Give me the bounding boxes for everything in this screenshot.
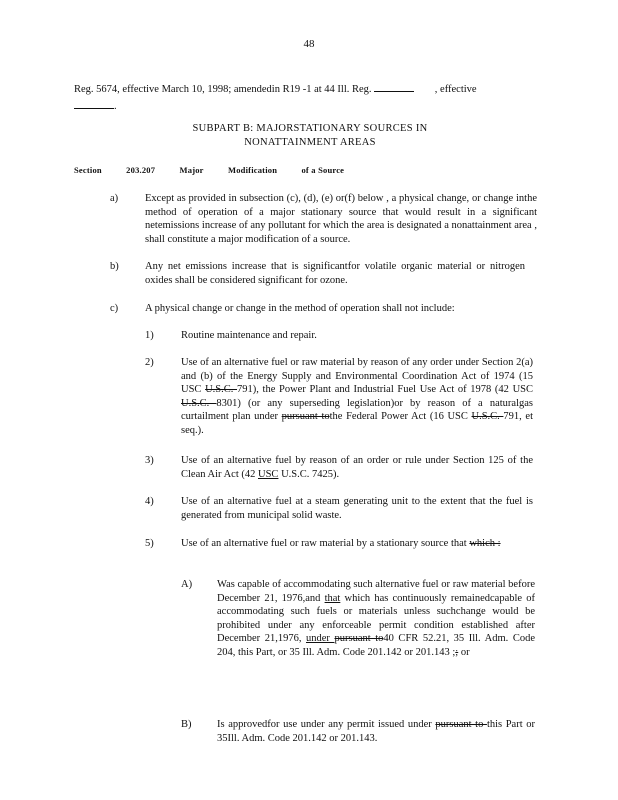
section-number: 203.207 <box>126 165 156 175</box>
reg-note <box>74 81 544 115</box>
section-word-of-a-source: of a Source <box>301 165 345 175</box>
paragraph-c-text: A physical change or change in the method of operation shall not include: <box>145 303 455 314</box>
paragraph-a-text: Except as provided in subsection (c), (d), (e) or(f) below , a physical change, or change inthe method of operation of a major stationary source that would result in a significant netemissions increase of any pollutant for which the area is designated a nonattainment area , shall constitute a major modification of a source. <box>145 193 537 245</box>
item-3-part2: U.S.C. 7425). <box>278 468 340 480</box>
subitem-B-label: B) <box>181 719 192 730</box>
subitem-A-part1: Was capable of accommodating such alternative fuel or raw material before December 21, 1976,and <box>217 579 535 604</box>
item-1-label: 1) <box>145 330 154 341</box>
subitem-A-strike2: ; <box>455 646 459 658</box>
item-1-text: Routine maintenance and repair. <box>181 330 317 341</box>
item-2-part3: 8301) (or any superseding legislation)or by reason of a naturalgas curtailment plan under <box>181 397 533 422</box>
subpart-heading <box>150 122 470 150</box>
paragraph-b-text: Any net emissions increase that is significantfor volatile organic material or nitrogen oxides shall be considered significant for ozone. <box>145 261 525 286</box>
item-5-text <box>181 537 521 551</box>
item-2-strike1: U.S.C. <box>205 384 238 395</box>
item-3-underline1: USC <box>258 468 279 480</box>
subpart-heading-line1: SUBPART B: MAJORSTATIONARY SOURCES IN <box>192 123 428 134</box>
subitem-A-strike1: pursuant to <box>334 633 384 644</box>
subitem-A-part3: 40 CFR 52.21, 35 Ill. Adm. Code 204, this Part, or 35 Ill. Adm. Code 201.142 or 201.143 ; <box>217 633 535 658</box>
item-4-text: Use of an alternative fuel at a steam generating unit to the extent that the fuel is generated from municipal solid waste. <box>181 496 533 521</box>
paragraph-c-label: c) <box>110 303 119 314</box>
subitem-B-part1: Is approvedfor use under any permit issued under <box>217 719 436 730</box>
blank-effective-date <box>74 98 114 109</box>
reg-note-effective: , effective <box>434 84 477 95</box>
item-3-label: 3) <box>145 455 154 466</box>
subitem-B-part2: this Part or 35Ill. Adm. Code 201.142 or 201.143. <box>217 719 535 744</box>
item-2-strike4: U.S.C. <box>471 411 504 422</box>
blank-register-number <box>374 81 414 92</box>
paragraph-a-label: a) <box>110 193 119 204</box>
subitem-A-underline2: under <box>306 633 335 644</box>
section-title <box>74 165 366 175</box>
section-word-modification: Modification <box>228 165 278 175</box>
item-5-label: 5) <box>145 538 154 549</box>
item-2-part4: the Federal Power Act (16 USC <box>329 411 472 422</box>
item-2-part1: Use of an alternative fuel or raw material by reason of any order under Section 2(a) and (b) of the Energy Supply and Environmental Coordination Act of 1974 (15 USC <box>181 357 533 395</box>
reg-note-period: . <box>114 101 117 112</box>
item-2-strike3: pursuant to <box>281 411 330 422</box>
page-number: 48 <box>303 38 315 50</box>
item-4-label: 4) <box>145 496 154 507</box>
item-2-part5: 791, et seq.). <box>181 411 533 436</box>
item-5-part1: Use of an alternative fuel or raw material by a stationary source that <box>181 538 470 549</box>
subpart-heading-line2: NONATTAINMENT AREAS <box>244 137 376 148</box>
subitem-A-underline1: that <box>324 592 341 604</box>
subitem-B-strike1: pursuant to <box>435 719 487 730</box>
subitem-A-label: A) <box>181 579 193 590</box>
item-2-part2: 791), the Power Plant and Industrial Fuel Use Act of 1978 (42 USC <box>237 384 533 395</box>
reg-note-text: Reg. 5674, effective March 10, 1998; amendedin R19 -1 at 44 Ill. Reg. <box>74 84 372 95</box>
subitem-A-part2: which has continuously remainedcapable of accommodating such fuels or materials unless suchchange would be prohibited under any enforceable permit condition established after December 21,1976, <box>217 592 535 644</box>
paragraph-b-label: b) <box>110 261 119 272</box>
subitem-A-text <box>217 578 535 659</box>
section-label: Section <box>74 165 102 175</box>
item-2-strike2: U.S.C. <box>181 397 217 409</box>
section-word-major: Major <box>179 165 204 175</box>
item-3-text <box>181 454 533 481</box>
subitem-A-part4: or <box>458 646 470 658</box>
item-3-part1: Use of an alternative fuel by reason of an order or rule under Section 125 of the Clean Air Act (42 <box>181 455 533 480</box>
item-2-label: 2) <box>145 357 154 368</box>
subitem-B-text <box>217 718 535 745</box>
item-2-text <box>181 356 533 437</box>
item-5-strike1: which : <box>469 538 501 549</box>
